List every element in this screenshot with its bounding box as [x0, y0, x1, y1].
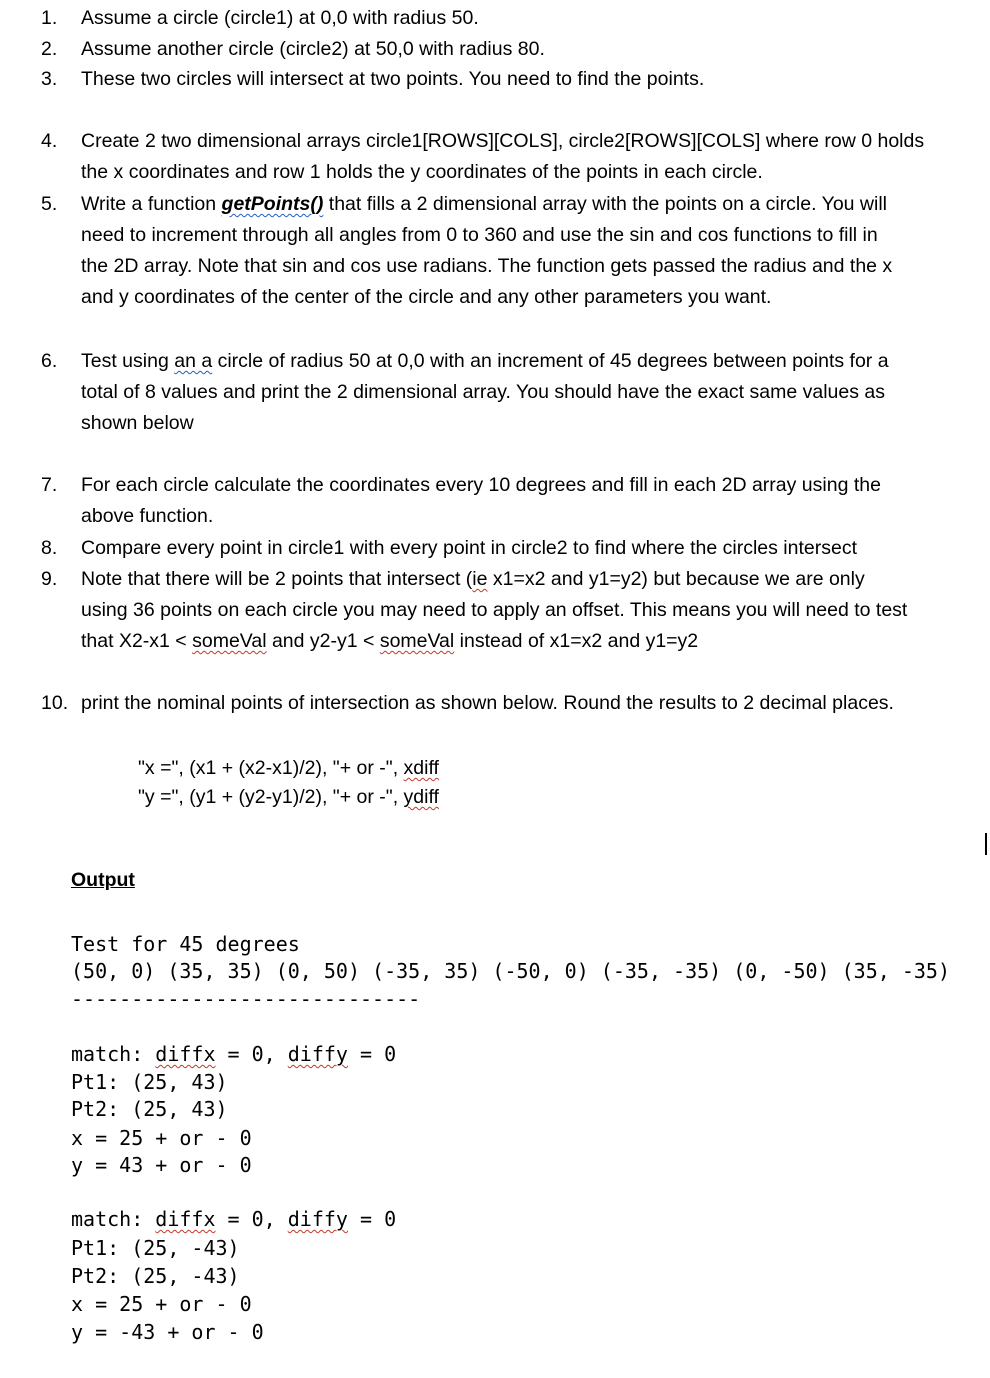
grammar-marked-text: an a: [174, 350, 213, 372]
text-run: that fills a 2 dimensional array with the points on a circle. You will: [323, 193, 887, 215]
item-text: [81, 34, 971, 65]
item-text: [81, 533, 971, 564]
item-number: 10.: [41, 692, 69, 714]
item-text: [81, 346, 971, 439]
spell-marked-text: diffy: [287, 1042, 348, 1066]
item-line: For each circle calculate the coordinates every 10 degrees and fill in each 2D array using the: [81, 474, 881, 496]
item-line: using 36 points on each circle you may need to apply an offset. This means you will need to test: [81, 599, 908, 621]
item-text: [81, 3, 971, 34]
item-text: [81, 64, 971, 95]
pt2-line: Pt2: (25, -43): [71, 1264, 240, 1288]
text-run: = 0,: [215, 1042, 288, 1066]
item-number: 1.: [41, 7, 58, 29]
text-run: instead of x1=x2 and y1=y2: [454, 630, 699, 652]
item-line: Create 2 two dimensional arrays circle1[ROWS][COLS], circle2[ROWS][COLS] where row 0 holds: [81, 130, 925, 152]
spell-marked-text: diffy: [287, 1207, 348, 1231]
item-line: print the nominal points of intersection as shown below. Round the results to 2 decimal places.: [81, 692, 894, 714]
text-run: Write a function: [81, 193, 222, 215]
text-run: Note that there will be 2 points that intersect (: [81, 568, 473, 590]
item-number: 3.: [41, 68, 58, 90]
item-line: need to increment through all angles from 0 to 360 and use the sin and cos functions to fill in: [81, 224, 878, 246]
item-line: above function.: [81, 505, 214, 527]
item-line: Compare every point in circle1 with every point in circle2 to find where the circles intersect: [81, 537, 858, 559]
text-run: = 0: [347, 1042, 397, 1066]
text-run: Test using: [81, 350, 175, 372]
pt2-line: Pt2: (25, 43): [71, 1097, 228, 1121]
x-result-line: x = 25 + or - 0: [71, 1126, 252, 1150]
item-number: 9.: [41, 568, 58, 590]
match-line: [71, 1206, 396, 1234]
item-line: These two circles will intersect at two points. You need to find the points.: [81, 68, 705, 90]
formula-y: [138, 783, 439, 811]
item-text: [81, 564, 971, 657]
item-text: [81, 688, 971, 719]
spell-marked-text: diffx: [155, 1042, 216, 1066]
text-run: and y2-y1 <: [266, 630, 380, 652]
item-line: [81, 346, 971, 377]
pt1-line: Pt1: (25, 43): [71, 1070, 228, 1094]
item-number: 7.: [41, 474, 58, 496]
item-number: 6.: [41, 350, 58, 372]
output-heading: Output: [71, 869, 135, 891]
test-values: (50, 0) (35, 35) (0, 50) (-35, 35) (-50, 0) (-35, -35) (0, -50) (35, -35): [71, 959, 950, 983]
item-number: 8.: [41, 537, 58, 559]
formula-x: [138, 754, 439, 782]
item-number: 4.: [41, 130, 58, 152]
item-number: 2.: [41, 38, 58, 60]
y-result-line: y = 43 + or - 0: [71, 1153, 252, 1177]
function-name: getPoints(): [221, 193, 324, 215]
item-number: 5.: [41, 193, 58, 215]
item-text: [81, 470, 971, 532]
text-run: circle of radius 50 at 0,0 with an increment of 45 degrees between points for a: [212, 350, 889, 372]
match-line: [71, 1041, 396, 1069]
pt1-line: Pt1: (25, -43): [71, 1236, 240, 1260]
item-line: the x coordinates and row 1 holds the y coordinates of the points in each circle.: [81, 161, 763, 183]
text-run: that X2-x1 <: [81, 630, 193, 652]
item-line: shown below: [81, 412, 194, 434]
text-run: "y =", (y1 + (y2-y1)/2), "+ or -",: [138, 786, 404, 808]
spell-marked-text: someVal: [192, 630, 267, 652]
spell-marked-text: xdiff: [403, 757, 439, 779]
spell-marked-text: ie: [472, 568, 488, 590]
text-run: = 0: [347, 1207, 397, 1231]
item-line: the 2D array. Note that sin and cos use radians. The function gets passed the radius and the x: [81, 255, 893, 277]
item-line: total of 8 values and print the 2 dimensional array. You should have the exact same values as: [81, 381, 885, 403]
separator: -----------------------------: [71, 987, 421, 1011]
spell-marked-text: someVal: [379, 630, 455, 652]
text-run: = 0,: [215, 1207, 288, 1231]
item-text: [81, 126, 971, 188]
y-result-line: y = -43 + or - 0: [71, 1320, 264, 1344]
test-title: Test for 45 degrees: [71, 932, 300, 956]
item-line: [81, 564, 971, 595]
x-result-line: x = 25 + or - 0: [71, 1292, 252, 1316]
spell-marked-text: ydiff: [403, 786, 439, 808]
item-line: [81, 626, 971, 657]
item-line: and y coordinates of the center of the circle and any other parameters you want.: [81, 286, 772, 308]
text-run: match:: [71, 1042, 156, 1066]
text-run: match:: [71, 1207, 156, 1231]
spell-marked-text: diffx: [155, 1207, 216, 1231]
text-cursor: [985, 833, 987, 855]
item-line: Assume another circle (circle2) at 50,0 with radius 80.: [81, 38, 545, 60]
text-run: "x =", (x1 + (x2-x1)/2), "+ or -",: [138, 757, 404, 779]
item-line: Assume a circle (circle1) at 0,0 with radius 50.: [81, 7, 479, 29]
item-line: [81, 189, 971, 220]
text-run: x1=x2 and y1=y2) but because we are only: [487, 568, 865, 590]
item-text: [81, 189, 971, 313]
